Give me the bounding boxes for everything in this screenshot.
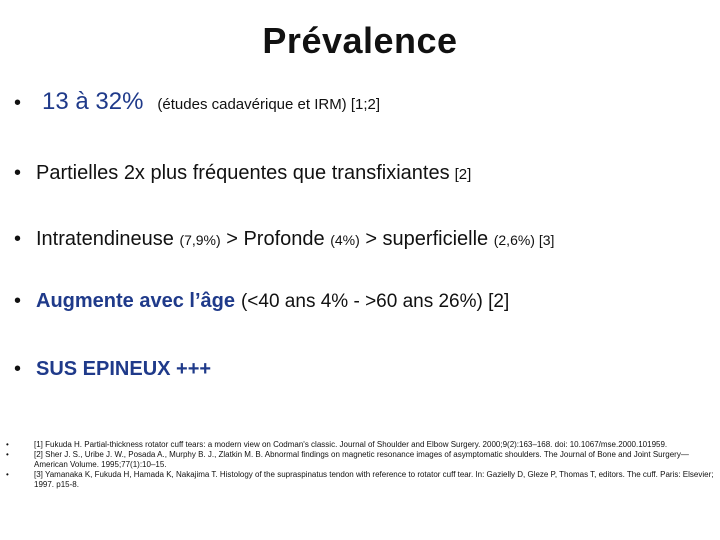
bullet-tear-location [14, 228, 710, 251]
age-detail: (<40 ans 4% - >60 ans 26%) [2] [240, 291, 510, 312]
reference-item [6, 450, 714, 470]
location-intratendinous-pct: (7,9%) [179, 232, 221, 248]
reference-item [6, 470, 714, 490]
bullet-dot: • [6, 470, 9, 479]
prevalence-source: (études cadavérique et IRM) [1;2] [157, 96, 381, 113]
references-list [6, 440, 714, 490]
reference-1: [1] Fukuda H. Partial-thickness rotator cuff tears: a modern view on Codman's classic. Journal of Shoulder and Elbow Surgery. 2000;9(2):163–168. doi: 10.1067/mse.2000.101959. [34, 440, 668, 449]
bullet-dot: • [14, 228, 22, 250]
bullet-dot: • [14, 92, 22, 114]
bullet-partial-vs-full [14, 162, 710, 185]
bullet-prevalence-range [14, 88, 710, 116]
bullet-dot: • [6, 450, 9, 459]
bullet-age [14, 290, 710, 313]
location-superficial: > superficielle [359, 228, 494, 250]
partial-vs-full-ref: [2] [454, 166, 472, 183]
location-intratendinous: Intratendineuse [36, 228, 180, 250]
supraspinatus-text: SUS EPINEUX +++ [36, 358, 212, 380]
bullet-dot: • [14, 162, 22, 184]
slide-title: Prévalence [262, 20, 458, 61]
age-heading: Augmente avec l’âge [36, 290, 235, 312]
reference-item [6, 440, 714, 450]
location-ref: [3] [534, 232, 555, 248]
partial-vs-full-text: Partielles 2x plus fréquentes que transfixiantes [36, 162, 450, 184]
bullet-dot: • [14, 290, 22, 312]
bullet-dot: • [14, 358, 22, 380]
location-deep-pct: (4%) [330, 232, 360, 248]
reference-2: [2] Sher J. S., Uribe J. W., Posada A., Murphy B. J., Zlatkin M. B. Abnormal findings on magnetic resonance images of asymptomatic shoulders. The Journal of Bone and Joint Surgery—American Volume. 1995;77(1):10–15. [34, 450, 689, 469]
prevalence-range: 13 à 32% [42, 88, 144, 115]
bullet-dot: • [6, 440, 9, 449]
location-superficial-pct: (2,6%) [493, 232, 535, 248]
location-deep: > Profonde [220, 228, 331, 250]
bullet-supraspinatus [14, 358, 710, 381]
reference-3: [3] Yamanaka K, Fukuda H, Hamada K, Nakajima T. Histology of the supraspinatus tendon with reference to rotator cuff tear. In: Gazielly D, Gleze P, Thomas T, editors. The cuff. Paris: Elsevier; 1997. p15-8. [34, 470, 714, 489]
